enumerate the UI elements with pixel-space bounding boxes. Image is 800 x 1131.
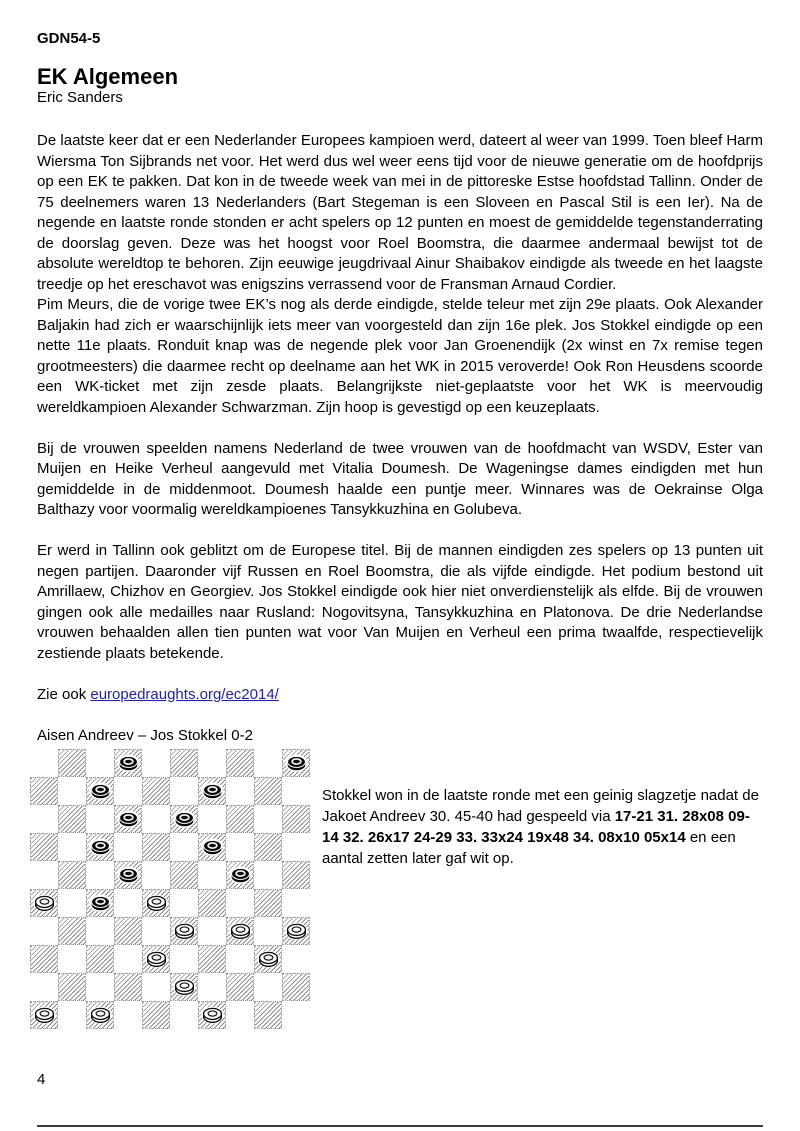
white-piece-icon	[227, 919, 254, 944]
board-square	[86, 889, 114, 917]
board-square	[114, 973, 142, 1001]
white-piece-icon	[143, 891, 170, 916]
board-square	[170, 973, 198, 1001]
annotation-moves: 17-21 31. 28x08 09-14 32. 26x17 24-29 33. 33x24 19x48 34. 08x10 05x14	[322, 808, 750, 846]
board-square	[30, 833, 58, 861]
white-piece-icon	[31, 1003, 58, 1028]
board-square	[86, 945, 114, 973]
page-title: EK Algemeen	[37, 64, 179, 89]
board-square	[282, 833, 310, 861]
board-square	[142, 861, 170, 889]
board-square	[58, 945, 86, 973]
board-square	[142, 945, 170, 973]
board-square	[30, 973, 58, 1001]
board-square	[282, 749, 310, 777]
board-square	[30, 889, 58, 917]
board-square	[142, 973, 170, 1001]
see-also-line	[37, 685, 763, 706]
board-square	[30, 861, 58, 889]
board-square	[58, 777, 86, 805]
board-square	[114, 945, 142, 973]
board-square	[114, 889, 142, 917]
board-square	[254, 889, 282, 917]
black-piece-icon	[199, 779, 226, 804]
board-square	[254, 945, 282, 973]
article-paragraph: Er werd in Tallinn ook geblitzt om de Europese titel. Bij de mannen eindigden zes spelers op 13 punten uit negen partijen. Daaronder vijf Russen en Roel Boomstra, die als vijfde eindigde. Het podium bestond uit Amrillaew, Chizhov en Georgiev. Jos Stokkel eindigde ook hier niet onverdienstelijk als elfde. Bij de vrouwen gingen ook alle medailles naar Rusland: Nogovitsyna, Tansykkuzhina en Platonova. De drie Nederlandse vrouwen behaalden allen tien punten wat voor Van Muijen en Verheul een prima twaalfde, respectievelijk zestiende plaats betekende.	[37, 542, 763, 662]
board-square	[254, 1001, 282, 1029]
board-square	[254, 777, 282, 805]
game-figure	[37, 749, 763, 1029]
board-square	[58, 833, 86, 861]
board-square	[170, 945, 198, 973]
board-square	[170, 889, 198, 917]
board-square	[86, 805, 114, 833]
board-square	[114, 917, 142, 945]
board-square	[170, 861, 198, 889]
board-square	[86, 777, 114, 805]
tournament-link[interactable]: europedraughts.org/ec2014/	[90, 685, 279, 703]
black-piece-icon	[87, 891, 114, 916]
board-square	[282, 1001, 310, 1029]
game-annotation	[322, 785, 763, 869]
footer-rule	[37, 1125, 763, 1127]
board-square	[282, 861, 310, 889]
board-square	[142, 833, 170, 861]
board-square	[170, 917, 198, 945]
white-piece-icon	[283, 919, 310, 944]
board-square	[170, 749, 198, 777]
board-square	[198, 749, 226, 777]
board-square	[198, 805, 226, 833]
article-paragraph: Pim Meurs, die de vorige twee EK’s nog als derde eindigde, stelde teleur met zijn 29e plaats. Ook Alexander Baljakin had zich er waarschijnlijk iets meer van voorgesteld dan zijn 16e plek. Jos Stokkel eindigde op een nette 11e plaats. Ronduit knap was de negende plek voor Jan Groenendijk (2x winst en 7x remise tegen grootmeesters) die daarmee recht op deelname aan het WK in 2015 veroverde! Ook Ron Heusdens scoorde een WK-ticket met zijn zesde plaats. Belangrijkste niet-geplaatste voor het WK is meervoudig wereldkampioen Alexander Schwarzman. Zijn hoop is gevestigd op een keuzeplaats.	[37, 296, 763, 416]
doc-code: GDN54-5	[37, 30, 101, 47]
board-square	[142, 917, 170, 945]
board-square	[198, 861, 226, 889]
board-square	[86, 861, 114, 889]
black-piece-icon	[115, 751, 142, 776]
annotation-pre: Stokkel won in de laatste ronde met een geinig slagzetje nadat de Jakoet Andreev 30. 45-40 had gespeeld via	[322, 787, 759, 825]
board-square	[86, 973, 114, 1001]
article-paragraph: Bij de vrouwen speelden namens Nederland de twee vrouwen van de hoofdmacht van WSDV, Ester van Muijen en Heike Verheul aangevuld met Vitalia Doumesh. De Wageningse dames eindigden met hun gemiddelde in de middenmoot. Doumesh haalde een puntje meer. Winnares was de Oekrainse Olga Balthazy voor voormalig wereldkampioenes Tansykkuzhina en Golubeva.	[37, 439, 763, 518]
board-square	[226, 945, 254, 973]
board-square	[58, 749, 86, 777]
board-square	[198, 917, 226, 945]
board-square	[226, 917, 254, 945]
black-piece-icon	[87, 779, 114, 804]
board-square	[226, 777, 254, 805]
black-piece-icon	[283, 751, 310, 776]
board-square	[282, 805, 310, 833]
board-square	[86, 917, 114, 945]
board-square	[114, 749, 142, 777]
board-square	[198, 945, 226, 973]
board-square	[282, 917, 310, 945]
board-square	[254, 973, 282, 1001]
board-square	[198, 833, 226, 861]
see-also-prefix: Zie ook	[37, 685, 91, 703]
board-square	[114, 1001, 142, 1029]
board-square	[226, 833, 254, 861]
board-square	[58, 861, 86, 889]
white-piece-icon	[171, 975, 198, 1000]
black-piece-icon	[87, 835, 114, 860]
white-piece-icon	[255, 947, 282, 972]
board-square	[170, 777, 198, 805]
board-square	[142, 805, 170, 833]
board-square	[170, 805, 198, 833]
board-square	[30, 749, 58, 777]
board-square	[30, 1001, 58, 1029]
author-name: Eric Sanders	[37, 89, 123, 106]
white-piece-icon	[31, 891, 58, 916]
board-square	[58, 805, 86, 833]
board-square	[282, 945, 310, 973]
white-piece-icon	[87, 1003, 114, 1028]
board-square	[114, 861, 142, 889]
board-square	[170, 1001, 198, 1029]
board-square	[114, 833, 142, 861]
board-square	[30, 805, 58, 833]
board-square	[142, 889, 170, 917]
board-square	[254, 861, 282, 889]
board-square	[114, 805, 142, 833]
board-square	[58, 917, 86, 945]
board-square	[142, 777, 170, 805]
board-square	[254, 833, 282, 861]
board-square	[142, 749, 170, 777]
board-square	[58, 889, 86, 917]
board-square	[226, 805, 254, 833]
black-piece-icon	[115, 807, 142, 832]
board-square	[198, 889, 226, 917]
board-square	[198, 1001, 226, 1029]
board-square	[254, 749, 282, 777]
article-paragraph: De laatste keer dat er een Nederlander Europees kampioen werd, dateert al weer van 1999. Toen bleef Harm Wiersma Ton Sijbrands net voor. Het werd dus wel weer eens tijd voor de nieuwe generatie om de hoofdprijs op een EK te pakken. Dat kon in de tweede week van mei in de pittoreske Estse hoofdstad Tallinn. Onder de 75 deelnemers waren 13 Nederlanders (Bart Stegeman is een Sloveen en Pascal Stil is een Ier). Na de negende en laatste ronde stonden er acht spelers op 12 punten en moest de gemiddelde tegenstanderrating de doorslag geven. Deze was het hoogst voor Roel Boomstra, die daarmee andermaal bewijst tot de absolute wereldtop te behoren. Zijn eeuwige jeugdrivaal Ainur Shaibakov eindigde als tweede en het laagste treedje op het ereschavot was enigszins verrassend voor de Fransman Arnaud Cordier.	[37, 132, 763, 293]
board-square	[226, 1001, 254, 1029]
black-piece-icon	[115, 863, 142, 888]
board-square	[198, 777, 226, 805]
board-square	[226, 861, 254, 889]
game-heading: Aisen Andreev – Jos Stokkel 0-2	[37, 726, 253, 744]
board-square	[114, 777, 142, 805]
board-square	[254, 805, 282, 833]
board-square	[86, 833, 114, 861]
board-square	[226, 889, 254, 917]
board-square	[30, 945, 58, 973]
board-square	[142, 1001, 170, 1029]
page-number: 4	[37, 1071, 46, 1088]
article-body	[37, 131, 763, 664]
board-square	[282, 889, 310, 917]
board-square	[30, 917, 58, 945]
board-square	[282, 777, 310, 805]
board-square	[86, 749, 114, 777]
board-square	[170, 833, 198, 861]
black-piece-icon	[227, 863, 254, 888]
white-piece-icon	[171, 919, 198, 944]
draughts-board	[30, 749, 310, 1029]
board-square	[282, 973, 310, 1001]
board-square	[30, 777, 58, 805]
annotation-post: en een aantal zetten later gaf wit op.	[322, 829, 736, 867]
board-square	[58, 1001, 86, 1029]
board-square	[226, 973, 254, 1001]
white-piece-icon	[199, 1003, 226, 1028]
board-square	[58, 973, 86, 1001]
board-square	[254, 917, 282, 945]
black-piece-icon	[199, 835, 226, 860]
black-piece-icon	[171, 807, 198, 832]
board-square	[86, 1001, 114, 1029]
board-square	[198, 973, 226, 1001]
board-square	[226, 749, 254, 777]
white-piece-icon	[143, 947, 170, 972]
